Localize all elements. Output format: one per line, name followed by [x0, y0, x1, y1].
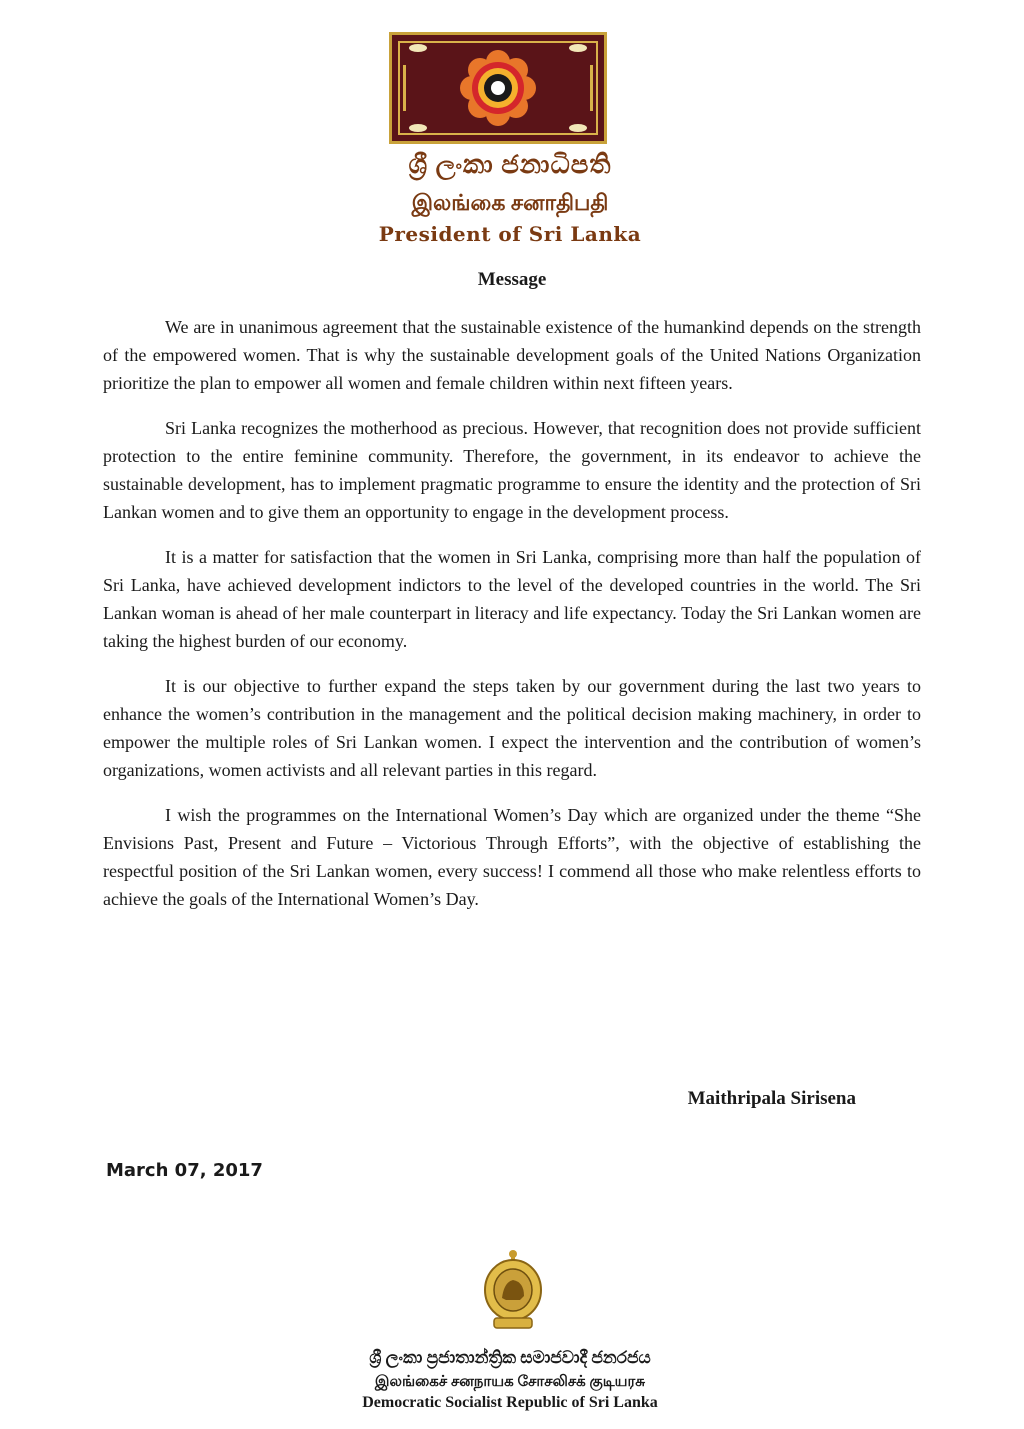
message-body	[103, 313, 921, 930]
letterhead-tamil-title: இலங்கை சனாதிபதி	[411, 190, 609, 215]
letter-date: March 07, 2017	[106, 1160, 263, 1181]
message-paragraph: It is our objective to further expand the steps taken by our government during the last two years to enhance the women’s contribution in the management and the political decision making machinery, in order to empower the multiple roles of Sri Lankan women. I expect the intervention and the contribution of women’s organizations, women activists and all relevant parties in this regard.	[103, 676, 921, 780]
message-paragraph: It is a matter for satisfaction that the women in Sri Lanka, comprising more than half the population of Sri Lanka, have achieved development indictors to the level of the developed countries in the world. The Sri Lankan woman is ahead of her male counterpart in literacy and life expectancy. Today the Sri Lankan women are taking the highest burden of our economy.	[103, 547, 921, 651]
emblem-flower-icon	[392, 35, 604, 141]
message-title: Message	[477, 269, 547, 290]
footer-sinhala-title: ශ්‍රී ලංකා ප්‍රජාතාන්ත්‍රික සමාජවාදී ජනරජය	[369, 1348, 651, 1367]
letterhead-english-title: President of Sri Lanka	[378, 222, 642, 246]
presidential-flag-icon	[389, 32, 607, 144]
message-paragraph: We are in unanimous agreement that the sustainable existence of the humankind depends on the strength of the empowered women. That is why the sustainable development goals of the United Nations Organization prioritize the plan to empower all women and female children within next fifteen years.	[103, 317, 921, 393]
message-paragraph: Sri Lanka recognizes the motherhood as precious. However, that recognition does not provide sufficient protection to the entire feminine community. Therefore, the government, in its endeavor to achieve the sustainable development, has to implement pragmatic programme to ensure the identity and the protection of Sri Lankan women and to give them an opportunity to engage in the development process.	[103, 418, 921, 522]
national-emblem-icon	[482, 1248, 544, 1332]
footer-english-title: Democratic Socialist Republic of Sri Lanka	[362, 1394, 658, 1411]
footer-tamil-title: இலங்கைச் சனநாயக சோசலிசக் குடியரசு	[374, 1374, 646, 1390]
letterhead-sinhala-title: ශ්‍රී ලංකා ජනාධිපති	[408, 150, 612, 179]
message-paragraph: I wish the programmes on the International Women’s Day which are organized under the theme “She Envisions Past, Present and Future – Victorious Through Efforts”, with the objective of establishing the respectful position of the Sri Lankan women, every success! I commend all those who make relentless efforts to achieve the goals of the International Women’s Day.	[103, 805, 921, 909]
signatory-name: Maithripala Sirisena	[687, 1088, 856, 1109]
